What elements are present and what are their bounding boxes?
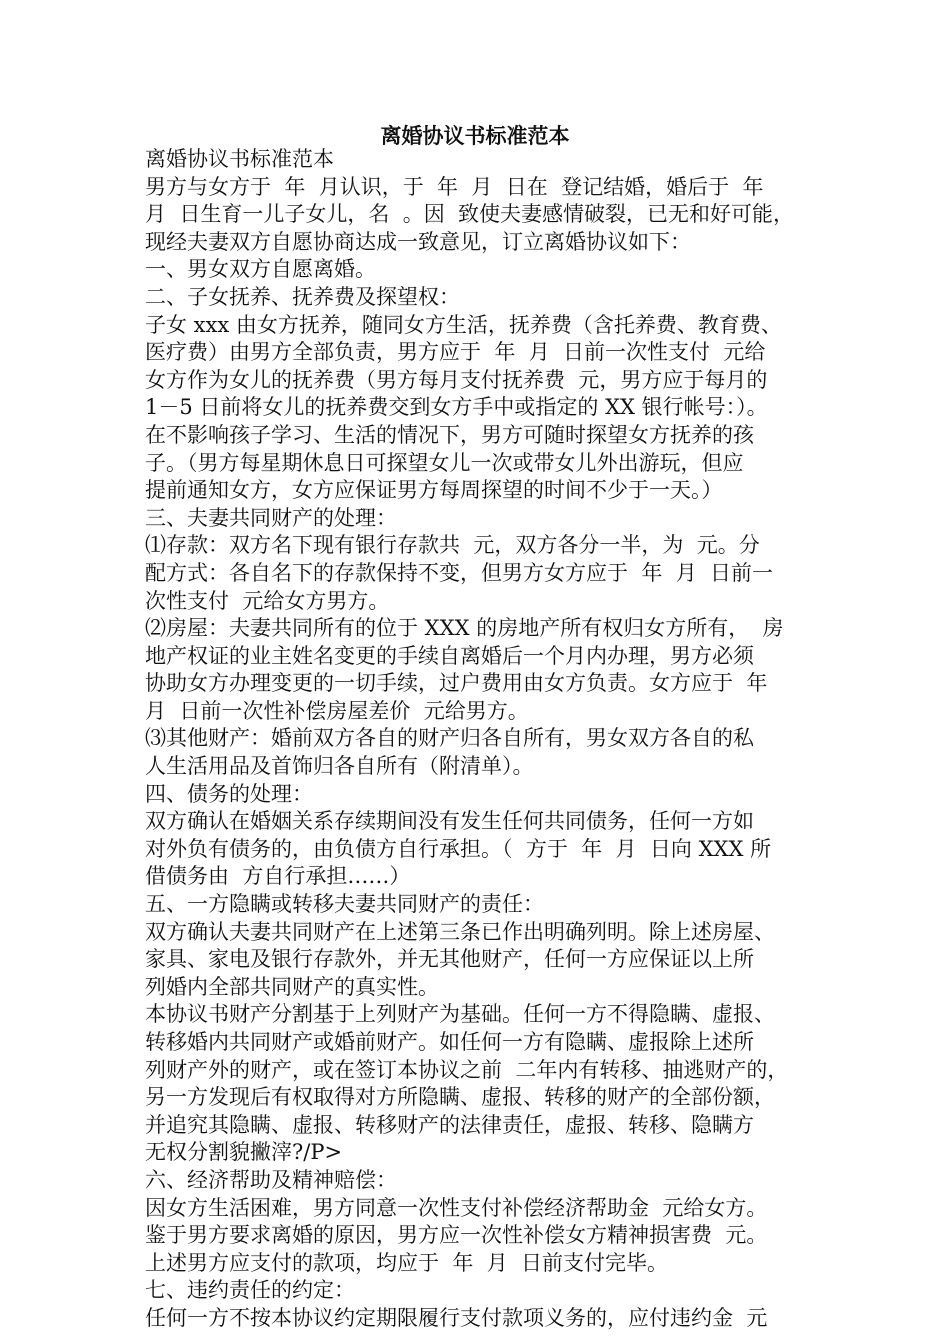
- text-line: 提前通知女方，女方应保证男方每周探望的时间不少于一天。）: [145, 478, 723, 503]
- text-line: 五、一方隐瞒或转移夫妻共同财产的责任：: [145, 892, 544, 917]
- text-line: 六、经济帮助及精神赔偿：: [145, 1167, 397, 1192]
- text-line: 另一方发现后有权取得对方所隐瞒、虚报、转移的财产的全部份额，: [145, 1085, 775, 1110]
- text-line: 子。（男方每星期休息日可探望女儿一次或带女儿外出游玩，但应: [145, 450, 744, 475]
- document-body: [145, 146, 825, 1333]
- text-line: 列婚内全部共同财产的真实性。: [145, 974, 439, 999]
- text-line: 任何一方不按本协议约定期限履行支付款项义务的，应付违约金 元: [145, 1305, 768, 1330]
- text-line: 离婚协议书标准范本: [145, 147, 334, 171]
- text-line: 月 日前一次性补偿房屋差价 元给男方。: [145, 698, 529, 723]
- text-line: 三、夫妻共同财产的处理：: [145, 505, 397, 530]
- text-line: 月 日生育一儿子女儿，名 。因 致使夫妻感情破裂，已无和好可能，: [145, 202, 795, 227]
- text-line: 配方式：各自名下的存款保持不变，但男方女方应于 年 月 日前一: [145, 560, 774, 585]
- text-line: 子女 xxx 由女方抚养，随同女方生活，抚养费（含托养费、教育费、: [145, 312, 782, 337]
- text-line: 家具、家电及银行存款外，并无其他财产，任何一方应保证以上所: [145, 947, 754, 972]
- text-line: 男方与女方于 年 月认识，于 年 月 日在 登记结婚，婚后于 年: [145, 174, 764, 199]
- text-line: 四、债务的处理：: [145, 781, 313, 806]
- text-line: 人生活用品及首饰归各自所有（附清单）。: [145, 754, 534, 779]
- text-line: 借债务由 方自行承担……）: [145, 864, 411, 889]
- text-line: 在不影响孩子学习、生活的情况下，男方可随时探望女方抚养的孩: [145, 422, 754, 447]
- text-line: 因女方生活困难，男方同意一次性支付补偿经济帮助金 元给女方。: [145, 1195, 768, 1220]
- text-line: 并追究其隐瞒、虚报、转移财产的法律责任，虚报、转移、隐瞒方: [145, 1112, 754, 1137]
- text-line: ⑴存款：双方名下现有银行存款共 元，双方各分一半，为 元。分: [145, 533, 760, 558]
- text-line: 双方确认在婚姻关系存续期间没有发生任何共同债务，任何一方如: [145, 809, 754, 834]
- text-line: 女方作为女儿的抚养费（男方每月支付抚养费 元，男方应于每月的: [145, 367, 768, 392]
- text-line: 列财产外的财产，或在签订本协议之前 二年内有转移、抽逃财产的，: [145, 1057, 789, 1082]
- text-line: ⑶其他财产：婚前双方各自的财产归各自所有，男女双方各自的私: [145, 726, 754, 751]
- document-title: 离婚协议书标准范本: [380, 123, 570, 148]
- text-line: 医疗费）由男方全部负责，男方应于 年 月 日前一次性支付 元给: [145, 340, 766, 365]
- text-line: 无权分割貌撇滓?/P>: [145, 1140, 343, 1165]
- text-line: ⑵房屋：夫妻共同所有的位于 XXX 的房地产所有权归女方所有， 房: [145, 616, 784, 641]
- text-line: 协助女方办理变更的一切手续，过户费用由女方负责。女方应于 年: [145, 671, 768, 696]
- text-line: 次性支付 元给女方男方。: [145, 588, 390, 613]
- text-line: 对外负有债务的，由负债方自行承担。（ 方于 年 月 日向 XXX 所: [145, 836, 772, 861]
- text-line: 上述男方应支付的款项，均应于 年 月 日前支付完毕。: [145, 1250, 669, 1275]
- text-line: 现经夫妻双方自愿协商达成一致意见，订立离婚协议如下：: [145, 229, 691, 254]
- text-line: 转移婚内共同财产或婚前财产。如任何一方有隐瞒、虚报除上述所: [145, 1030, 754, 1054]
- text-line: 七、违约责任的约定：: [145, 1278, 355, 1303]
- text-line: 本协议书财产分割基于上列财产为基础。任何一方不得隐瞒、虚报、: [145, 1002, 775, 1027]
- text-line: 一、男女双方自愿离婚。: [145, 257, 376, 282]
- text-line: 二、子女抚养、抚养费及探望权：: [145, 284, 460, 309]
- text-line: 双方确认夫妻共同财产在上述第三条已作出明确列明。除上述房屋、: [145, 919, 775, 944]
- text-line: 1－5 日前将女儿的抚养费交到女方手中或指定的 XX 银行帐号：）。: [145, 395, 768, 420]
- text-line: 鉴于男方要求离婚的原因，男方应一次性补偿女方精神损害费 元。: [145, 1223, 768, 1248]
- text-line: 地产权证的业主姓名变更的手续自离婚后一个月内办理，男方必须: [145, 643, 754, 668]
